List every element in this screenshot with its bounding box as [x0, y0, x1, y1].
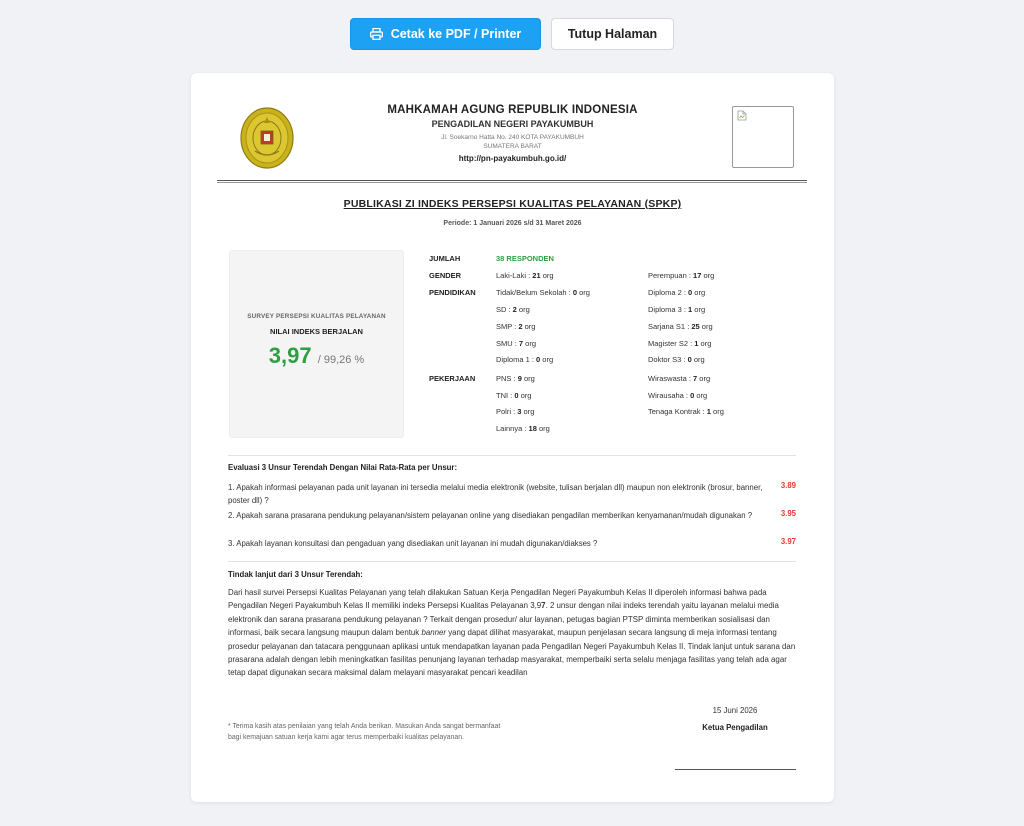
stat-item-unit: org [710, 407, 724, 416]
stat-item [496, 288, 590, 297]
evaluation-score: 3.97 [780, 537, 796, 546]
evaluation-score: 3.89 [780, 481, 796, 490]
stat-item-value: 17 [693, 271, 702, 280]
stat-item-unit: org [697, 374, 711, 383]
printer-icon [370, 28, 383, 40]
court-website: http://pn-payakumbuh.go.id/ [458, 154, 567, 163]
stat-item-value: 1 [706, 407, 711, 416]
stat-item-value: 2 [518, 322, 523, 331]
stat-item [496, 322, 535, 331]
stat-item-value: 1 [688, 305, 693, 314]
court-emblem-icon [240, 107, 294, 169]
follow-up-title: Tindak lanjut dari 3 Unsur Terendah: [228, 570, 363, 579]
stat-item-value: 0 [536, 355, 541, 364]
letterhead [306, 104, 719, 163]
pendidikan-label: PENDIDIKAN [429, 288, 476, 297]
stat-item [648, 407, 724, 416]
stat-item-value: 2 [512, 305, 517, 314]
stat-item-value: 3 [517, 407, 522, 416]
stat-item [496, 407, 534, 416]
stat-item-label: Wirausaha : [648, 391, 691, 400]
stat-item-label: Laki-Laki : [496, 271, 533, 280]
follow-up-paragraph [228, 586, 798, 680]
stat-item-unit: org [522, 322, 536, 331]
close-page-button[interactable]: Tutup Halaman [551, 18, 674, 50]
stat-item-unit: org [540, 355, 554, 364]
score-card [229, 250, 404, 438]
stat-item-unit: org [521, 374, 535, 383]
stat-item-value: 7 [518, 339, 524, 348]
stat-item-unit: org [540, 271, 554, 280]
stat-item-label: SMP : [496, 322, 519, 331]
follow-up-text-italic: banner [421, 628, 447, 638]
court-province: SUMATERA BARAT [483, 143, 542, 150]
stat-item-unit: org [521, 407, 535, 416]
photo-placeholder [732, 106, 794, 168]
stat-item-unit: org [518, 391, 532, 400]
stat-item-label: Tidak/Belum Sekolah : [496, 288, 573, 297]
institution-name: MAHKAMAH AGUNG REPUBLIK INDONESIA [387, 104, 638, 116]
stat-item [648, 374, 710, 383]
stat-item-unit: org [577, 288, 590, 297]
follow-up-text: yang dapat dilihat masyarakat, maupun penjelasan secara langsung di meja informasi tentang prosedur pelayanan dan tatacara penggunaan aplikasi untuk mendapatkan layanan pada Pengadilan Negeri Payakumbuh Kelas II. Tindak lanjut untuk sarana dan prasarana adalah dengan lebih meningkatkan fasilitas penunjang layanan terhadap masyarakat, memperbaiki serta selalu menjaga fasilitas yang telah ada agar tetap dapat digunakan secara maksimal dalam melayani masyarakat pencari keadilan [228, 628, 796, 678]
stat-item [496, 391, 531, 400]
stat-item [496, 271, 554, 280]
stat-item-unit: org [536, 424, 550, 433]
stat-item-label: Diploma 2 : [648, 288, 689, 297]
stat-item [648, 355, 705, 364]
stat-item-label: Polri : [496, 407, 518, 416]
print-button-label: Cetak ke PDF / Printer [390, 27, 522, 41]
stat-item-label: SD : [496, 305, 513, 314]
signature-line [675, 769, 796, 770]
stat-item [496, 305, 530, 314]
stat-item-value: 21 [532, 271, 541, 280]
stat-item-label: Perempuan : [648, 271, 694, 280]
document-title: PUBLIKASI ZI INDEKS PERSEPSI KUALITAS PELAYANAN (SPKP) [343, 198, 682, 210]
stat-item [496, 424, 550, 433]
section-divider [228, 561, 796, 562]
stat-item-unit: org [692, 305, 706, 314]
jumlah-value: 38 RESPONDEN [496, 254, 554, 263]
header-divider [217, 180, 807, 181]
court-address: Jl. Soekarno Hatta No. 240 KOTA PAYAKUMBUH [441, 134, 584, 141]
stat-item-unit: org [516, 305, 530, 314]
score-label: SURVEY PERSEPSI KUALITAS PELAYANAN [247, 313, 386, 320]
evaluation-score: 3.95 [780, 509, 796, 518]
court-name: PENGADILAN NEGERI PAYAKUMBUH [431, 119, 594, 129]
stat-item-unit: org [694, 391, 708, 400]
pekerjaan-label: PEKERJAAN [429, 374, 476, 383]
evaluation-title: Evaluasi 3 Unsur Terendah Dengan Nilai Rata-Rata per Unsur: [228, 463, 458, 472]
follow-up-text: Dari hasil survei Persepsi Kualitas Pelayanan yang telah dilakukan Satuan Kerja Pengadilan Negeri Payakumbuh Kelas II diperoleh informasi bahwa pada Pengadilan Negeri Payakumbuh Kelas II memiliki indeks Persepsi Kualitas Pelayanan 3,9 [228, 588, 767, 611]
stat-item-value: 7 [693, 374, 698, 383]
stat-item [648, 322, 713, 331]
signature-date: 15 Juni 2026 [712, 706, 758, 715]
stat-item-unit: org [691, 355, 705, 364]
stat-item [496, 339, 536, 348]
report-paper [191, 73, 834, 802]
signer-title: Ketua Pengadilan [702, 723, 768, 732]
stat-item-label: SMU : [496, 339, 519, 348]
stat-item-value: 25 [691, 322, 700, 331]
section-divider [228, 455, 796, 456]
stat-item [648, 305, 705, 314]
score-value-line [230, 343, 403, 369]
thank-you-note: * Terima kasih atas penilaian yang telah Anda berikan. Masukan Anda sangat bermanfaat bagi kemajuan satuan kerja kami agar terus memperbaiki kualitas pelayanan. [228, 723, 501, 741]
stat-item-label: Magister S2 : [648, 339, 695, 348]
stat-item-label: Wiraswasta : [648, 374, 694, 383]
stat-item-label: Sarjana S1 : [648, 322, 692, 331]
stat-item [648, 391, 707, 400]
stat-item-unit: org [701, 271, 715, 280]
gender-label: GENDER [429, 271, 462, 280]
stat-item-label: Tenaga Kontrak : [648, 407, 707, 416]
stat-item-value: 0 [688, 288, 693, 297]
stat-item-label: Doktor S3 : [648, 355, 688, 364]
stat-item-label: Lainnya : [496, 424, 529, 433]
toolbar [0, 18, 1024, 50]
stat-item-label: PNS : [496, 374, 518, 383]
stat-item-value: 0 [514, 391, 519, 400]
follow-up-text: . 2 unsur dengan nilai indeks terendah yaitu layanan melalui media elektronik dan sarana prasarana pendukung pelayanan ? Terkait dengan prosedur/ alur layanan, petugas bagian PTSP diminta memberikan sosialisasi dan informasi, baik secara langsung maupun dalam bentuk [228, 601, 779, 638]
stat-item [648, 288, 705, 297]
score-value: 3,97 [268, 343, 312, 368]
stat-item [496, 374, 535, 383]
evaluation-question: 1. Apakah informasi pelayanan pada unit layanan ini tersedia melalui media elektronik (website, tulisan berjalan dll) maupun non elektronik (brosur, banner, poster dll) ? [228, 483, 763, 505]
stat-item-unit: org [698, 339, 712, 348]
stat-item-value: 0 [572, 288, 578, 297]
period-text: Periode: 1 Januari 2026 s/d 31 Maret 2026 [443, 220, 582, 227]
score-sublabel: NILAI INDEKS BERJALAN [270, 327, 363, 336]
stat-item-value: 0 [687, 355, 692, 364]
stat-item-label: Diploma 1 : [496, 355, 537, 364]
stat-item-label: TNI : [496, 391, 515, 400]
stat-item-unit: org [692, 288, 706, 297]
stat-item-unit: org [699, 322, 713, 331]
stat-item-unit: org [523, 339, 537, 348]
stat-item-label: Diploma 3 : [648, 305, 689, 314]
stat-item-value: 0 [690, 391, 695, 400]
jumlah-label: JUMLAH [429, 254, 461, 263]
stat-item-value: 1 [694, 339, 699, 348]
print-pdf-button[interactable] [350, 18, 541, 50]
evaluation-question: 3. Apakah layanan konsultasi dan pengaduan yang disediakan unit layanan ini mudah digunakan/diakses ? [228, 539, 598, 548]
stat-item-value: 18 [528, 424, 537, 433]
stat-item [648, 339, 711, 348]
evaluation-question: 2. Apakah sarana prasarana pendukung pelayanan/sistem pelayanan online yang disediakan pengadilan memberikan kenyamanan/mudah digunakan ? [228, 511, 753, 520]
header-divider-thin [217, 182, 807, 183]
follow-up-text-bold: 7 [541, 601, 546, 611]
stat-item [496, 355, 553, 364]
score-percent: / 99,26 % [317, 354, 365, 366]
stat-item [648, 271, 714, 280]
stat-item-value: 9 [517, 374, 522, 383]
broken-image-icon [737, 110, 747, 121]
